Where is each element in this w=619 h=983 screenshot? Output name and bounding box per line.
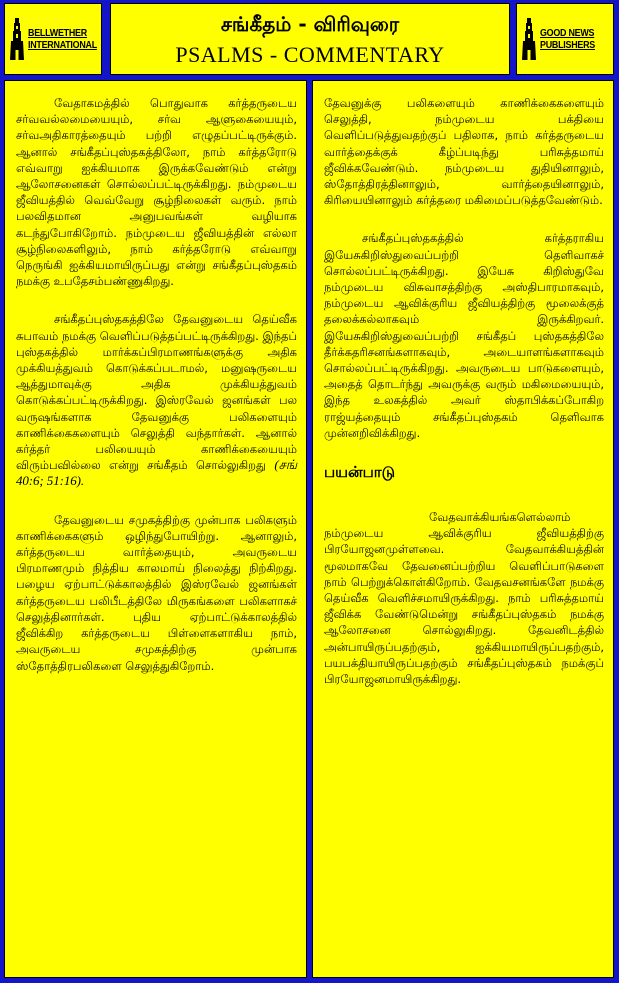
logo-bellwether — [4, 3, 102, 75]
left-paragraph-1: வேதாகமத்தில் பொதுவாக கர்த்தருடைய சர்வவல்லமையையும், சர்வ ஆளுகையையும், சர்வஅதிகாரத்தையும் பற்றி எழுதப்பட்டிருக்கும். ஆனால் சங்கீதப்புஸ்தகத்திலோ, நாம் கர்த்தரோடு எவ்வாறு ஐக்கியமாக இருக்கவேண்டும் என்று ஆலோசனைகள் சொல்லப்பட்டிருக்கிறது. நம்முடைய ஜீவியத்தில் வெவ்வேறு சூழ்நிலைகள் வரும். நாம் பலவிதமான அனுபவங்கள் வழியாக கடந்துபோகிறோம். நம்முடைய ஜீவியத்தின் எல்லா சூழ்நிலைகளிலும், நாம் கர்த்தரோடு எவ்வாறு நெருங்கி ஐக்கியமாயிருப்பது என்று சங்கீதப்புஸ்தகம் நமக்கு உபதேசம்பண்ணுகிறது. — [16, 96, 297, 289]
logo-good-news — [516, 3, 614, 75]
left-paragraph-2 — [16, 311, 297, 489]
logo-left-line2: INTERNATIONAL — [28, 39, 97, 51]
right-paragraph-3: வேதவாக்கியங்களெல்லாம் நம்முடைய ஆவிக்குரிய ஜீவியத்திற்கு பிரயோஜனமுள்ளவை. வேதவாக்கியத்தின் மூலமாகவே தேவனைப்பற்றிய வெளிப்பாடுகளை நாம் பெற்றுக்கொள்கிறோம். வேதவசனங்களே நமக்கு தெய்வீக வெளிச்சமாயிருக்கிறது. நாம் பரிசுத்தமாய் ஜீவிக்க வேண்டுமென்று சங்கீதப்புஸ்தகம் நமக்கு ஆலோசனை சொல்லுகிறது. தேவனிடத்தில் அன்பாயிருப்பதற்கும், ஐக்கியமாயிருப்பதற்கும், பயபக்தியாயிருப்பதற்கும் சங்கீதப்புஸ்தகம் நமக்குப் பிரயோஜனமாயிருக்கிறது. — [324, 510, 604, 687]
header-title — [110, 3, 510, 75]
right-column — [312, 80, 614, 978]
section-heading-application: பயன்பாடு — [324, 463, 395, 482]
right-paragraph-1: தேவனுக்கு பலிகளையும் காணிக்கைகளையும் செலுத்தி, நம்முடைய பக்தியை வெளிப்படுத்துவதற்குப் பதிலாக, நாம் கர்த்தருடைய வார்த்தைக்குக் கீழ்ப்படிந்து பரிசுத்தமாய் ஜீவிக்கவேண்டும். நம்முடைய துதியினாலும், ஸ்தோத்திரத்தினாலும், வார்த்தையினாலும், கிரியையினாலும் கர்த்தரை மகிமைப்படுத்தவேண்டும். — [324, 96, 604, 208]
left-column — [4, 80, 307, 978]
left-paragraph-2-text: சங்கீதப்புஸ்தகத்திலே தேவனுடைய தெய்வீக சுபாவம் நமக்கு வெளிப்படுத்தப்பட்டிருக்கிறது. இந்தப் புஸ்தகத்தில் மார்க்கப்பிரமாணங்களுக்கு அதிக முக்கியத்துவம் கொடுக்கப்படாமல், மனுஷருடைய ஆத்துமாவுக்கு அதிக முக்கியத்துவம் கொடுக்கப்பட்டிருக்கிறது. இஸ்ரவேல் ஜனங்கள் பல வருஷங்களாக தேவனுக்கு பலிகளையும் காணிக்கைகளையும் செலுத்தி வந்தார்கள். ஆனால் கர்த்தர் பலியையும் காணிக்கையையும் விரும்பவில்லை என்று சங்கீதம் சொல்லுகிறது — [16, 312, 297, 473]
logo-right-line2: PUBLISHERS — [540, 39, 595, 51]
page-title-english: PSALMS - COMMENTARY — [175, 42, 445, 67]
page-title-tamil: சங்கீதம் - விரிவுரை — [220, 12, 400, 36]
tower-icon — [9, 17, 25, 61]
scripture-reference: (சங் 40:6; 51:16). — [16, 457, 297, 489]
tower-icon — [521, 17, 537, 61]
logo-left-line1: BELLWETHER — [28, 27, 87, 39]
right-paragraph-2: சங்கீதப்புஸ்தகத்தில் கர்த்தராகிய இயேசுகிறிஸ்துவைப்பற்றி தெளிவாகச் சொல்லப்பட்டிருக்கிறது. இயேசு கிறிஸ்துவே நம்முடைய விசுவாசத்திற்கு அஸ்திபாரமாகவும், நம்முடைய ஆவிக்குரிய ஜீவியத்திற்கு மூலைக்குத் தலைக்கல்லாகவும் இருக்கிறவர். இயேசுகிறிஸ்துவைப்பற்றி சங்கீதப் புஸ்தகத்திலே தீர்க்கதரிசனங்களாகவும், அடையாளங்களாகவும் சொல்லப்பட்டிருக்கிறது. அவருடைய பாடுகளையும், அதைத் தொடர்ந்து அவருக்கு வரும் மகிமையையும், இந்த உலகத்தில் அவர் ஸ்தாபிக்கப்போகிற ராஜ்யத்தையும் சங்கீதப்புஸ்தகம் தெளிவாக முன்னறிவிக்கிறது. — [324, 231, 604, 440]
logo-right-line1: GOOD NEWS — [540, 27, 595, 39]
left-paragraph-3: தேவனுடைய சமுகத்திற்கு முன்பாக பலிகளும் காணிக்கைகளும் ஒழிந்துபோயிற்று. ஆனாலும், கர்த்தருடைய வார்த்தையும், அவருடைய பிரமாணமும் நித்திய காலமாய் நிலைத்து நிற்கிறது. பழைய ஏற்பாட்டுக்காலத்தில் இஸ்ரவேல் ஜனங்கள் கர்த்தருடைய பலிபீடத்திலே மிருகங்களை பலிகளாகச் செலுத்தினார்கள். புதிய ஏற்பாட்டுக்காலத்தில் ஜீவிக்கிற கர்த்தருடைய பிள்ளைகளாகிய நாம், அவருடைய சமுகத்திற்கு முன்பாக ஸ்தோத்திரபலிகளை செலுத்துகிறோம். — [16, 512, 297, 673]
